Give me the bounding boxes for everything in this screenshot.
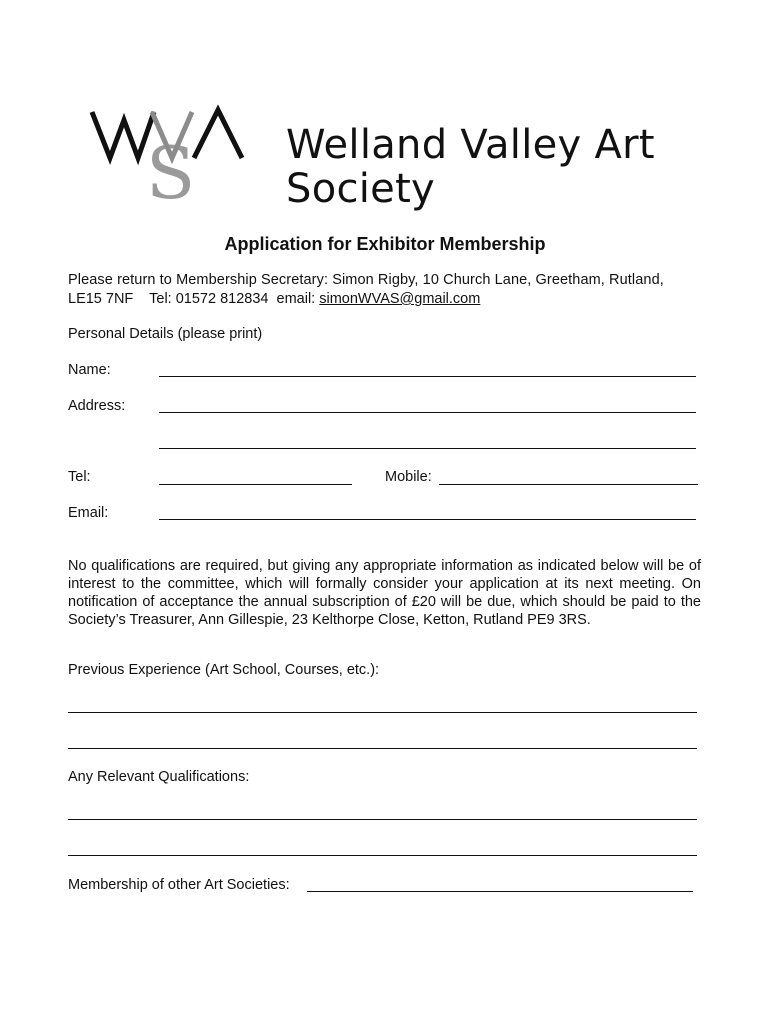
secretary-email-link[interactable]: simonWVAS@gmail.com (319, 291, 481, 307)
other-societies-field[interactable] (307, 891, 693, 892)
previous-experience-field-line2[interactable] (68, 748, 697, 749)
return-info-line1: Please return to Membership Secretary: Simon Rigby, 10 Church Lane, Greetham, Rutland, (68, 272, 664, 288)
logo-s-letter: S (146, 131, 196, 210)
form-title: Application for Exhibitor Membership (224, 234, 546, 254)
tel-label: Tel: (68, 469, 91, 485)
address-label: Address: (68, 398, 126, 414)
qualifications-field-line1[interactable] (68, 819, 697, 820)
mobile-label: Mobile: (385, 469, 432, 485)
email-label: Email: (68, 505, 109, 521)
mobile-field[interactable] (439, 484, 698, 485)
society-logo (88, 100, 688, 220)
logo-name-line2: Society (286, 166, 436, 212)
address-field-line1[interactable] (159, 412, 696, 413)
tel-field[interactable] (159, 484, 352, 485)
previous-experience-field-line1[interactable] (68, 712, 697, 713)
qualifications-label: Any Relevant Qualifications: (68, 769, 250, 785)
return-info-line2-text: LE15 7NF Tel: 01572 812834 email: (68, 291, 320, 307)
name-field[interactable] (159, 376, 696, 377)
wvas-monogram-icon (88, 100, 288, 210)
previous-experience-label: Previous Experience (Art School, Courses, etc.): (68, 662, 380, 678)
qualifications-notice: No qualifications are required, but giving any appropriate information as indicated below will be of interest to the committee, which will formally consider your application at its next meeting. On notification of acceptance the annual subscription of £20 will be due, which should be paid to the Society’s Treasurer, Ann Gillespie, 23 Kelthorpe Close, Ketton, Rutland PE9 3RS. (68, 558, 701, 628)
name-label: Name: (68, 362, 111, 378)
other-societies-label: Membership of other Art Societies: (68, 877, 290, 893)
email-field[interactable] (159, 519, 696, 520)
logo-name-line1: Welland Valley Art (286, 122, 655, 168)
personal-details-heading: Personal Details (please print) (68, 326, 263, 342)
qualifications-field-line2[interactable] (68, 855, 697, 856)
address-field-line2[interactable] (159, 448, 696, 449)
return-info-line2 (68, 290, 480, 308)
